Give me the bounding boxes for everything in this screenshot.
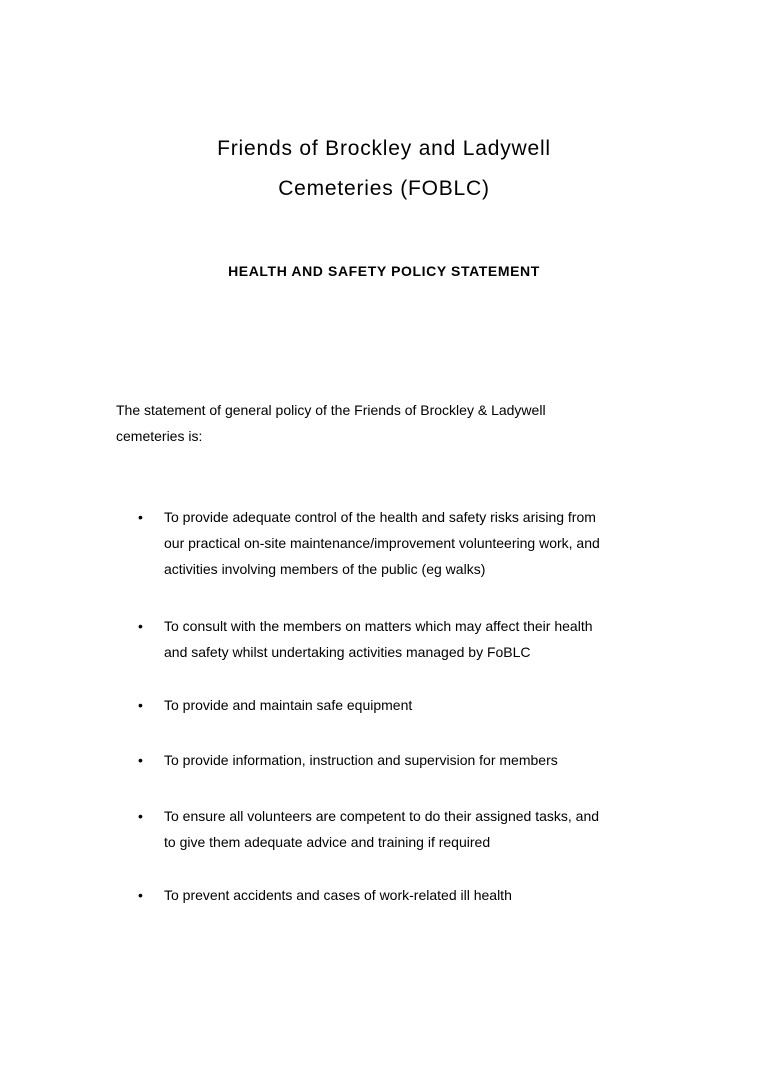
bullet-line: activities involving members of the public (eg walks) xyxy=(164,561,486,577)
intro-line-1: The statement of general policy of the Friends of Brockley & Ladywell xyxy=(116,402,546,418)
bullet-line: To provide information, instruction and supervision for members xyxy=(164,752,558,768)
policy-bullet-3 xyxy=(116,692,656,718)
policy-bullet-1 xyxy=(116,504,656,582)
bullet-icon: • xyxy=(138,752,143,768)
bullet-line: To provide and maintain safe equipment xyxy=(164,697,413,713)
bullet-line: to give them adequate advice and training if required xyxy=(164,834,491,850)
bullet-line: To consult with the members on matters which may affect their health xyxy=(164,618,593,634)
bullet-text xyxy=(164,747,656,773)
bullet-text xyxy=(164,882,656,908)
bullet-line: and safety whilst undertaking activities managed by FoBLC xyxy=(164,644,531,660)
bullet-text xyxy=(164,504,656,582)
bullet-text xyxy=(164,692,656,718)
policy-bullet-2 xyxy=(116,613,656,665)
document-subtitle: HEALTH AND SAFETY POLICY STATEMENT xyxy=(228,263,540,279)
bullet-icon: • xyxy=(138,887,143,903)
bullet-line: To provide adequate control of the health and safety risks arising from xyxy=(164,509,596,525)
intro-line-2: cemeteries is: xyxy=(116,428,203,444)
bullet-icon: • xyxy=(138,509,143,525)
policy-bullet-6 xyxy=(116,882,656,908)
bullet-line: To ensure all volunteers are competent to do their assigned tasks, and xyxy=(164,808,600,824)
document-title-line-1: Friends of Brockley and Ladywell xyxy=(217,137,551,160)
bullet-icon: • xyxy=(138,697,143,713)
document-title-line-2: Cemeteries (FOBLC) xyxy=(278,177,490,200)
intro-paragraph xyxy=(116,397,636,449)
bullet-icon: • xyxy=(138,808,143,824)
bullet-icon: • xyxy=(138,618,143,634)
policy-bullet-5 xyxy=(116,803,656,855)
policy-bullet-4 xyxy=(116,747,656,773)
bullet-line: To prevent accidents and cases of work-related ill health xyxy=(164,887,512,903)
bullet-text xyxy=(164,803,656,855)
bullet-text xyxy=(164,613,656,665)
bullet-line: our practical on-site maintenance/improvement volunteering work, and xyxy=(164,535,600,551)
